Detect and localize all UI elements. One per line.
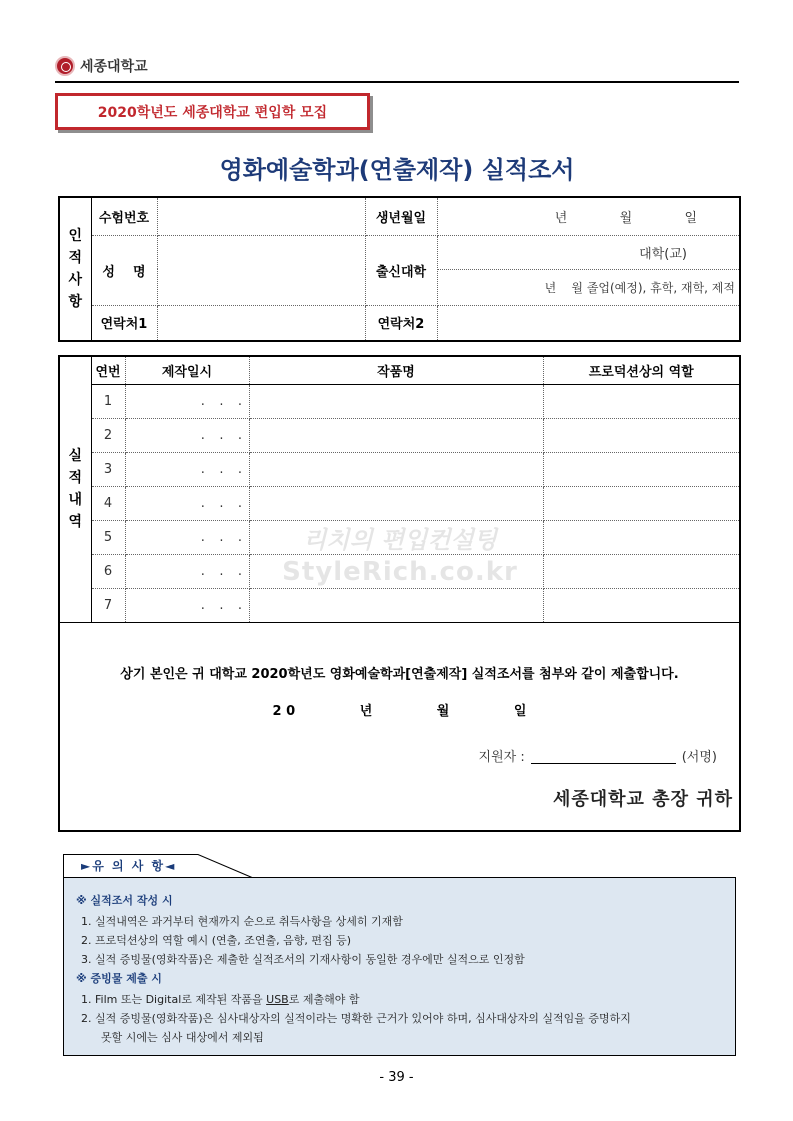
date-field[interactable]: . . .: [125, 452, 249, 486]
notes-item-text: 1. Film 또는 Digital로 제작된 작품을: [81, 993, 267, 1006]
col-header-role: 프로덕션상의 역할: [543, 356, 740, 384]
role-field[interactable]: [543, 418, 740, 452]
row-number: 1: [91, 384, 125, 418]
title-field[interactable]: [249, 452, 543, 486]
table-row: [59, 588, 740, 622]
date-field[interactable]: . . .: [125, 588, 249, 622]
contact1-field[interactable]: [157, 305, 365, 341]
date-century: 2 0: [272, 703, 296, 719]
exam-number-field[interactable]: [157, 197, 365, 235]
table-row: [59, 486, 740, 520]
name-field[interactable]: [157, 235, 365, 305]
declaration-section: [59, 622, 740, 831]
notes-section2-heading: ※ 증빙물 제출 시: [76, 972, 162, 985]
school-label: 출신대학: [365, 235, 437, 305]
row-number: 3: [91, 452, 125, 486]
row-number: 2: [91, 418, 125, 452]
usb-text: USB: [266, 993, 289, 1006]
records-section-label: 실 적 내 역: [59, 356, 91, 622]
records-table: [58, 355, 741, 832]
school-suffix: 대학(교): [639, 246, 687, 262]
row-number: 6: [91, 554, 125, 588]
row-number: 5: [91, 520, 125, 554]
signature-label: (서명): [681, 749, 717, 765]
addressee: 세종대학교 총장 귀하: [552, 788, 733, 810]
title-field[interactable]: [249, 588, 543, 622]
col-header-title: 작품명: [249, 356, 543, 384]
declaration-text: 상기 본인은 귀 대학교 2020학년도 영화예술학과[연출제작] 실적조서를 첨부와 같이 제출합니다.: [120, 666, 679, 682]
table-row: [59, 384, 740, 418]
notes-item: 1. 실적내역은 과거부터 현재까지 순으로 취득사항을 상세히 기재함: [81, 915, 403, 928]
date-field[interactable]: . . .: [125, 486, 249, 520]
date-year-unit: 년: [359, 703, 373, 719]
col-header-no: 연번: [91, 356, 125, 384]
graduation-status-options: 년 월 졸업(예정), 휴학, 재학, 제적: [544, 280, 735, 295]
notes-tab: [63, 854, 253, 878]
notes-item: 2. 실적 증빙물(영화작품)은 심사대상자의 실적이라는 명확한 근거가 있어야 하며, 심사대상자의 실적임을 증명하지: [81, 1012, 631, 1025]
title-field[interactable]: [249, 418, 543, 452]
notes-item: 2. 프로덕션상의 역할 예시 (연출, 조연출, 음향, 편집 등): [81, 934, 352, 947]
table-row: [59, 418, 740, 452]
applicant-label: 지원자 :: [478, 749, 525, 765]
birth-year-unit: 년: [554, 210, 568, 226]
table-row: [59, 520, 740, 554]
watermark-line2: StyleRich.co.kr: [282, 557, 518, 587]
graduation-status-field[interactable]: [437, 269, 740, 305]
date-month-unit: 월: [436, 703, 450, 719]
date-field[interactable]: . . .: [125, 418, 249, 452]
notes-item-text: 로 제출해야 함: [288, 993, 360, 1006]
title-field[interactable]: [249, 520, 543, 554]
role-field[interactable]: [543, 520, 740, 554]
birth-day-unit: 일: [684, 210, 697, 226]
personal-info-section-label: 인 적 사 항: [59, 197, 91, 341]
personal-info-table: [58, 196, 741, 342]
role-field[interactable]: [543, 452, 740, 486]
date-day-unit: 일: [513, 703, 527, 719]
declaration-date: [60, 700, 739, 719]
recruit-banner: 2020학년도 세종대학교 편입학 모집: [55, 93, 370, 130]
university-name: 세종대학교: [80, 59, 148, 75]
date-field[interactable]: . . .: [125, 384, 249, 418]
notes-item-continuation: 못할 시에는 심사 대상에서 제외됨: [101, 1031, 264, 1044]
table-row: [59, 554, 740, 588]
header-divider: [55, 81, 739, 83]
role-field[interactable]: [543, 384, 740, 418]
university-seal-icon: [55, 56, 75, 76]
notes-item: [76, 990, 723, 1009]
notes-tab-label: ►유 의 사 항◄: [81, 859, 177, 873]
date-field[interactable]: . . .: [125, 520, 249, 554]
date-field[interactable]: . . .: [125, 554, 249, 588]
title-field[interactable]: [249, 554, 543, 588]
name-label: 성 명: [91, 235, 157, 305]
document-title: 영화예술학과(연출제작) 실적조서: [219, 156, 575, 184]
page-number: - 39 -: [379, 1070, 414, 1085]
birth-date-label: 생년월일: [365, 197, 437, 235]
notes-section1-heading: ※ 실적조서 작성 시: [76, 894, 173, 907]
notes-box: [63, 877, 736, 1056]
signature-field[interactable]: [531, 750, 676, 764]
school-name-field[interactable]: [437, 235, 740, 269]
birth-date-field[interactable]: [437, 197, 740, 235]
contact2-label: 연락처2: [365, 305, 437, 341]
watermark-line1: 리치의 편입컨설팅: [303, 525, 497, 554]
role-field[interactable]: [543, 554, 740, 588]
exam-number-label: 수험번호: [91, 197, 157, 235]
title-field[interactable]: [249, 384, 543, 418]
table-row: [59, 452, 740, 486]
role-field[interactable]: [543, 588, 740, 622]
row-number: 4: [91, 486, 125, 520]
university-logo: [55, 55, 148, 77]
notes-item: 3. 실적 증빙물(영화작품)은 제출한 실적조서의 기재사항이 동일한 경우에만 실적으로 인정함: [81, 953, 525, 966]
applicant-signature-line: [479, 746, 717, 765]
title-field[interactable]: [249, 486, 543, 520]
contact2-field[interactable]: [437, 305, 740, 341]
birth-month-unit: 월: [619, 210, 633, 226]
row-number: 7: [91, 588, 125, 622]
role-field[interactable]: [543, 486, 740, 520]
contact1-label: 연락처1: [91, 305, 157, 341]
col-header-date: 제작일시: [125, 356, 249, 384]
